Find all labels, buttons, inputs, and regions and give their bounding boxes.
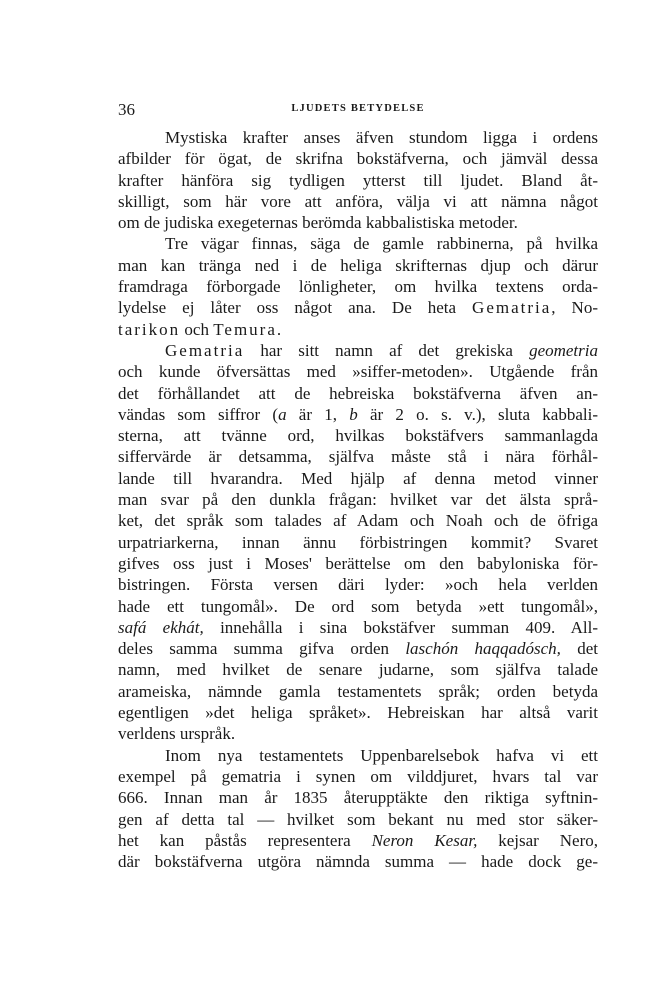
italic-text: a [278,404,287,424]
page-number: 36 [118,100,135,119]
text-run: är 1, [286,404,350,424]
running-title: LJUDETS BETYDELSE [291,103,425,114]
text-line [118,191,598,212]
body-text [118,127,598,872]
text-run: gifves oss just i Moses' berättelse om den babyloniska för- [118,553,598,573]
text-run: Tre vägar finnas, säga de gamle rabbinerna, på hvilka [165,234,598,254]
text-line [118,383,598,404]
text-run: och [180,319,214,339]
text-line [118,489,598,510]
text-line [118,574,598,595]
text-line [118,553,598,574]
text-line [118,148,598,169]
text-line [118,404,598,425]
text-run: arameiska, nämnde gamla testamentets språk; orden betyda [118,681,598,701]
text-run: man kan tränga ned i de heliga skrifternas djup och därur [118,255,598,275]
italic-text: laschón haqqadósch, [405,639,561,659]
text-run: deles samma summa gifva orden [118,639,406,659]
text-line [118,510,598,531]
text-run: framdraga förborgade lönligheter, om hvilka textens orda- [118,277,598,297]
paragraph [118,233,598,339]
text-line [118,255,598,276]
text-line [118,319,598,340]
text-run: om de judiska exegeternas berömda kabbalistiska metoder. [118,213,518,233]
text-run: och kunde öfversättas med »siffer-metoden». Utgående från [118,362,598,382]
text-line [118,766,598,787]
text-line [118,851,598,872]
text-run: där bokstäfverna utgöra nämnda summa — hade dock ge- [118,852,598,872]
text-run: 666. Innan man år 1835 återupptäkte den riktiga syftnin- [118,788,598,808]
text-run: gen af detta tal — hvilket som bekant nu med stor säker- [118,809,598,829]
text-line [118,723,598,744]
text-run: het kan påstås representera [118,830,372,850]
text-line [118,297,598,318]
spaced-term: tarikon [118,319,181,339]
text-run: , No- [551,298,598,318]
text-run: det förhållandet att de hebreiska bokstäfverna äfven an- [118,383,598,403]
text-run: afbilder för ögat, de skrifna bokstäfverna, och jämväl dessa [118,149,598,169]
text-run: det [560,639,599,659]
text-line [118,745,598,766]
text-line [118,340,598,361]
text-run: hade ett tungomål». De ord som betyda »ett tungomål», [118,596,598,616]
text-line [118,638,598,659]
text-line [118,702,598,723]
spaced-term: Gematria [165,340,245,360]
text-run: lydelse ej låter oss något ana. De heta [118,298,473,318]
text-line [118,212,598,233]
spaced-term: Temura [213,319,277,339]
text-run: kejsar Nero, [477,830,598,850]
text-line [118,787,598,808]
text-line [118,170,598,191]
text-run: sterna, att tvänne ord, hvilkas bokstäfvers sammanlagda [118,426,598,446]
text-line [118,361,598,382]
text-line [118,127,598,148]
italic-text: Neron Kesar, [371,830,478,850]
text-line [118,446,598,467]
text-line [118,596,598,617]
text-line [118,276,598,297]
text-run: krafter hänföra sig tydligen ytterst till ljudet. Bland åt- [118,170,598,190]
text-line [118,809,598,830]
text-run: siffervärde är detsamma, själfva måste stå i nära förhål- [118,447,598,467]
text-run: lande till hvarandra. Med hjälp af denna metod vinner [118,468,598,488]
text-line [118,233,598,254]
text-line [118,532,598,553]
text-line [118,468,598,489]
text-run: namn, med hvilket de senare judarne, som själfva talade [118,660,598,680]
text-run: man svar på den dunkla frågan: hvilket var det älsta språ- [118,490,598,510]
text-run: har sitt namn af det grekiska [244,340,530,360]
text-line [118,617,598,638]
text-line [118,681,598,702]
text-run: urpatriarkerna, innan ännu förbistringen kommit? Svaret [118,532,598,552]
text-line [118,830,598,851]
text-run: skilligt, som här vore att anföra, välja vi att nämna något [118,191,598,211]
text-run: innehålla i sina bokstäfver summan 409. All- [203,617,598,637]
text-run: exempel på gematria i synen om vilddjuret, hvars tal var [118,766,598,786]
spaced-term: Gematria [472,298,552,318]
text-run: Inom nya testamentets Uppenbarelsebok hafva vi ett [165,745,598,765]
page-header [118,100,598,120]
text-run: egentligen »det heliga språket». Hebreiskan har altså varit [118,703,598,723]
text-run: vändas som siffror ( [118,404,279,424]
text-run: bistringen. Första versen däri lyder: »och hela verlden [118,575,598,595]
text-line [118,425,598,446]
text-run: ket, det språk som talades af Adam och Noah och de öfriga [118,511,598,531]
italic-text: geometria [529,340,598,360]
text-run: Mystiska krafter anses äfven stundom ligga i ordens [165,128,598,147]
text-line [118,659,598,680]
paragraph [118,127,598,233]
paragraph [118,340,598,745]
italic-text: b [349,404,358,424]
italic-text: safá ekhát, [118,617,204,637]
text-run: är 2 o. s. v.), sluta kabbali- [357,404,598,424]
text-run: . [276,319,282,339]
paragraph [118,745,598,873]
text-run: verldens urspråk. [118,724,236,744]
